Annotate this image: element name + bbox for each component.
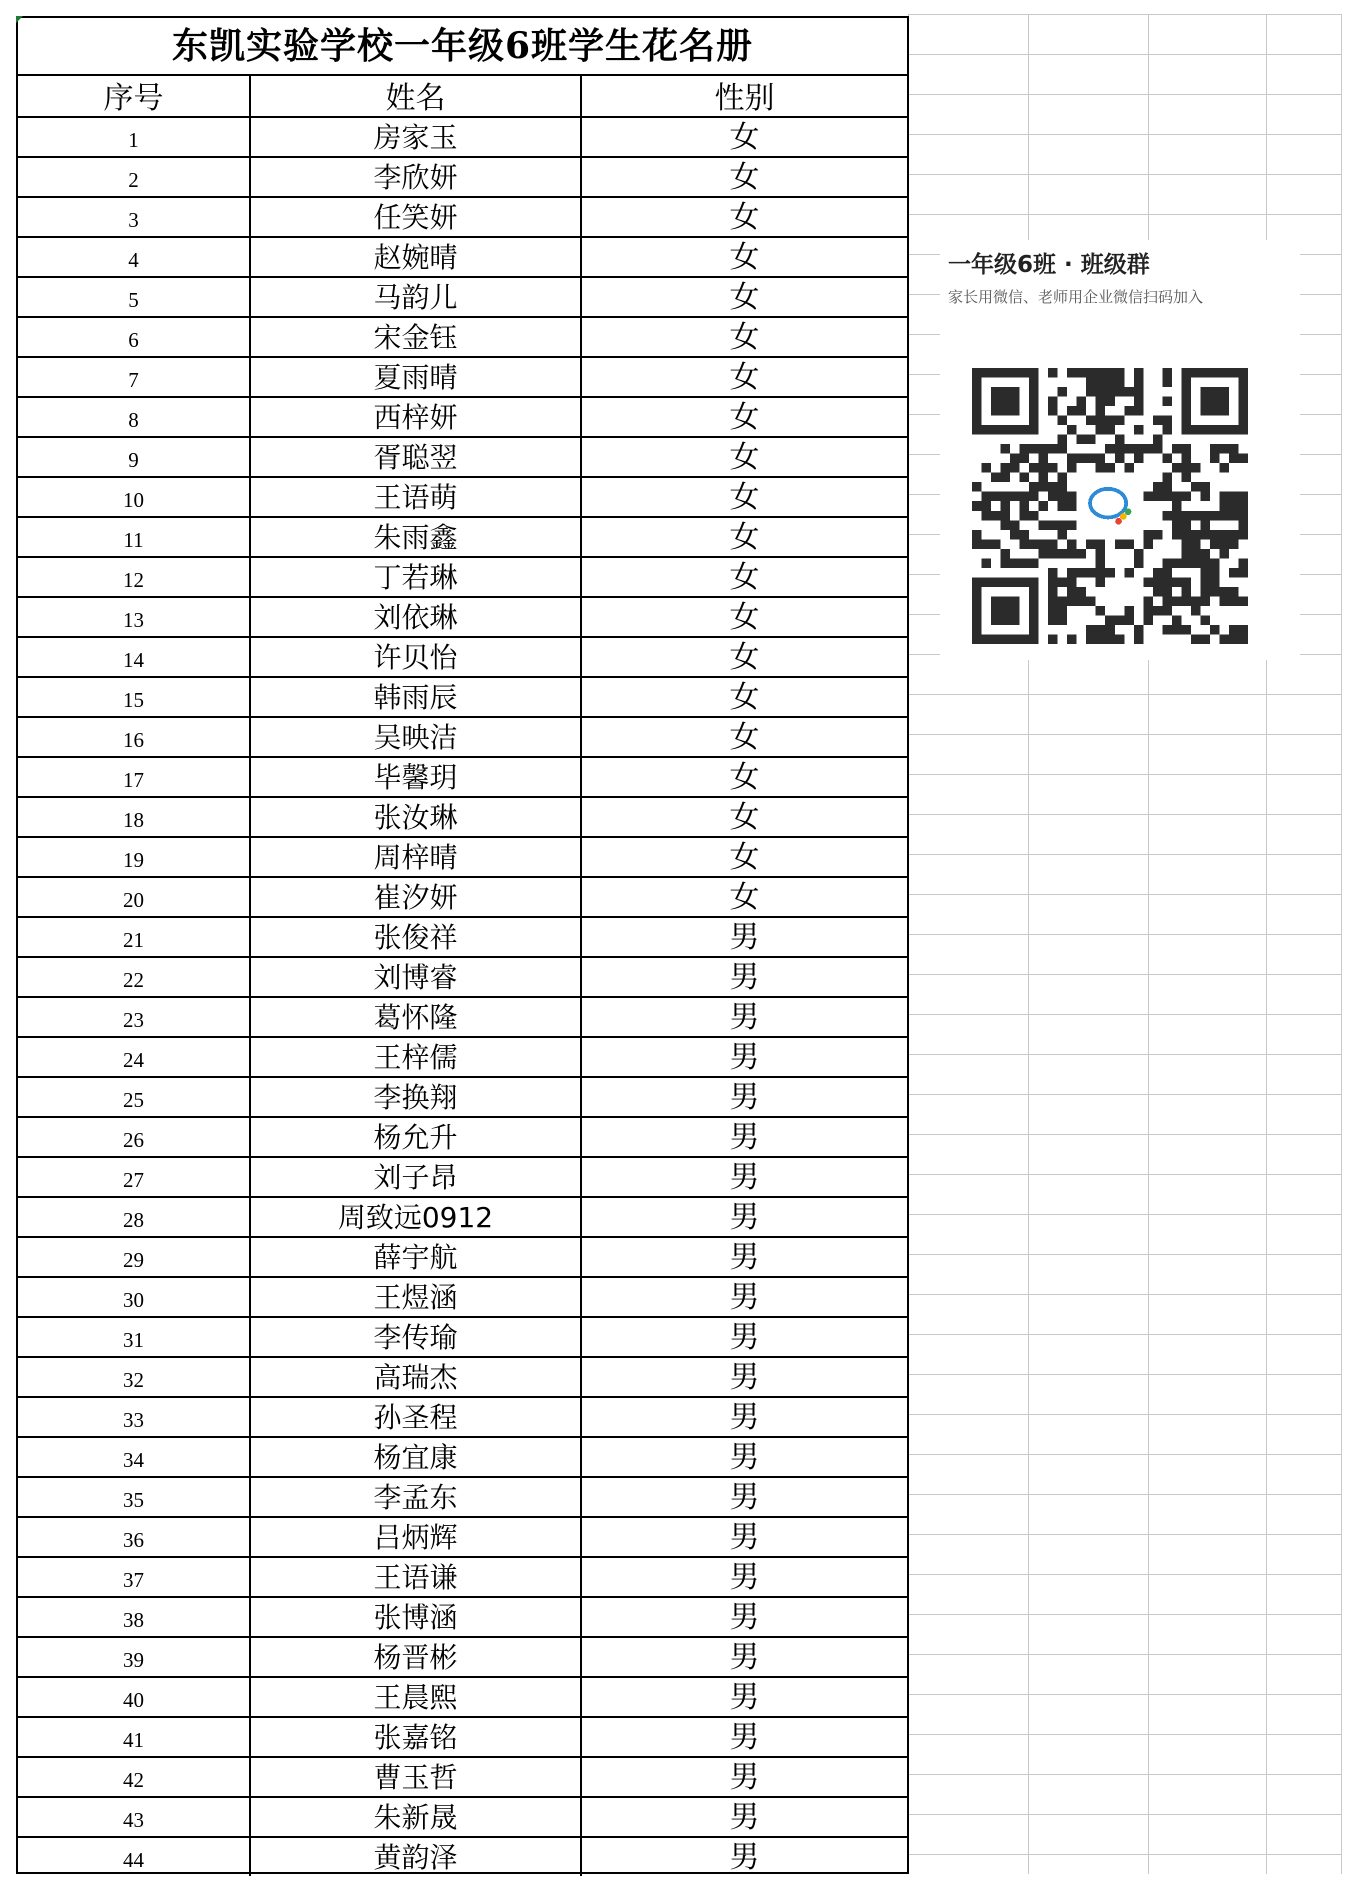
row-index: 11 xyxy=(18,518,251,556)
row-name: 韩雨辰 xyxy=(251,678,582,716)
table-row xyxy=(18,518,907,558)
row-name: 宋金钰 xyxy=(251,318,582,356)
roster-table xyxy=(16,16,909,1874)
row-index: 42 xyxy=(18,1758,251,1796)
row-index: 14 xyxy=(18,638,251,676)
row-gender: 女 xyxy=(729,120,760,155)
qr-finder-pattern xyxy=(972,577,1039,644)
row-name: 毕馨玥 xyxy=(251,758,582,796)
row-gender: 男 xyxy=(729,1760,760,1795)
table-row xyxy=(18,1038,907,1078)
grid-line xyxy=(908,1014,1342,1015)
row-name: 张汝琳 xyxy=(251,798,582,836)
row-name: 刘博睿 xyxy=(251,958,582,996)
row-gender: 女 xyxy=(729,160,760,195)
row-name: 吴映洁 xyxy=(251,718,582,756)
row-gender: 男 xyxy=(729,1040,760,1075)
grid-line xyxy=(908,854,1342,855)
table-row xyxy=(18,1158,907,1198)
row-name: 胥聪翌 xyxy=(251,438,582,476)
grid-line xyxy=(908,1614,1342,1615)
row-index: 27 xyxy=(18,1158,251,1196)
grid-line xyxy=(908,1454,1342,1455)
table-row xyxy=(18,1598,907,1638)
table-row xyxy=(18,1798,907,1838)
table-row xyxy=(18,1278,907,1318)
table-row xyxy=(18,638,907,678)
table-row xyxy=(18,1078,907,1118)
table-row xyxy=(18,1438,907,1478)
row-index: 24 xyxy=(18,1038,251,1076)
grid-line xyxy=(908,734,1342,735)
row-name: 李换翔 xyxy=(251,1078,582,1116)
qr-code-icon[interactable] xyxy=(972,368,1248,644)
row-index: 15 xyxy=(18,678,251,716)
table-row xyxy=(18,1518,907,1558)
row-name: 杨允升 xyxy=(251,1118,582,1156)
row-name: 房家玉 xyxy=(251,118,582,156)
row-gender: 女 xyxy=(729,840,760,875)
row-index: 4 xyxy=(18,238,251,276)
roster-title: 东凯实验学校一年级6班学生花名册 xyxy=(18,18,907,76)
row-gender: 男 xyxy=(729,1400,760,1435)
row-name: 孙圣程 xyxy=(251,1398,582,1436)
row-name: 杨宜康 xyxy=(251,1438,582,1476)
row-name: 朱新晟 xyxy=(251,1798,582,1836)
row-name: 王语萌 xyxy=(251,478,582,516)
row-name: 夏雨晴 xyxy=(251,358,582,396)
table-row xyxy=(18,318,907,358)
row-gender: 男 xyxy=(729,1120,760,1155)
table-row xyxy=(18,798,907,838)
row-name: 赵婉晴 xyxy=(251,238,582,276)
row-gender: 女 xyxy=(729,320,760,355)
row-index: 20 xyxy=(18,878,251,916)
table-row xyxy=(18,198,907,238)
grid-line xyxy=(908,1214,1342,1215)
header-gender: 性别 xyxy=(714,81,775,116)
row-gender: 女 xyxy=(729,360,760,395)
row-index: 8 xyxy=(18,398,251,436)
row-name: 张嘉铭 xyxy=(251,1718,582,1756)
table-row xyxy=(18,1238,907,1278)
grid-line xyxy=(908,1774,1342,1775)
row-name: 刘子昂 xyxy=(251,1158,582,1196)
row-index: 40 xyxy=(18,1678,251,1716)
grid-line xyxy=(908,1054,1342,1055)
row-index: 41 xyxy=(18,1718,251,1756)
row-name: 朱雨鑫 xyxy=(251,518,582,556)
row-name: 任笑妍 xyxy=(251,198,582,236)
cell-corner-mark xyxy=(16,16,23,23)
row-index: 33 xyxy=(18,1398,251,1436)
row-name: 吕炳辉 xyxy=(251,1518,582,1556)
row-gender: 男 xyxy=(729,1320,760,1355)
table-row xyxy=(18,118,907,158)
row-index: 34 xyxy=(18,1438,251,1476)
row-index: 29 xyxy=(18,1238,251,1276)
table-row xyxy=(18,678,907,718)
wecom-logo-icon xyxy=(1082,478,1137,533)
row-index: 23 xyxy=(18,998,251,1036)
row-index: 16 xyxy=(18,718,251,756)
row-index: 7 xyxy=(18,358,251,396)
row-name: 王煜涵 xyxy=(251,1278,582,1316)
grid-line xyxy=(908,774,1342,775)
grid-line xyxy=(908,974,1342,975)
row-gender: 女 xyxy=(729,880,760,915)
row-gender: 男 xyxy=(729,1200,760,1235)
row-name: 崔汐妍 xyxy=(251,878,582,916)
row-gender: 女 xyxy=(729,200,760,235)
row-name: 李传瑜 xyxy=(251,1318,582,1356)
row-name: 刘依琳 xyxy=(251,598,582,636)
table-row xyxy=(18,358,907,398)
row-index: 13 xyxy=(18,598,251,636)
grid-line xyxy=(1341,14,1342,1874)
table-row xyxy=(18,1198,907,1238)
grid-line xyxy=(908,934,1342,935)
grid-line xyxy=(908,694,1342,695)
table-row xyxy=(18,878,907,918)
row-gender: 女 xyxy=(729,800,760,835)
table-row xyxy=(18,918,907,958)
table-row xyxy=(18,158,907,198)
row-name: 李欣妍 xyxy=(251,158,582,196)
table-row xyxy=(18,958,907,998)
row-gender: 女 xyxy=(729,600,760,635)
header-row xyxy=(18,76,907,118)
row-gender: 女 xyxy=(729,400,760,435)
row-name: 王晨熙 xyxy=(251,1678,582,1716)
grid-line xyxy=(908,1534,1342,1535)
row-index: 44 xyxy=(18,1838,251,1876)
row-name: 许贝怡 xyxy=(251,638,582,676)
table-row xyxy=(18,1758,907,1798)
row-gender: 男 xyxy=(729,1520,760,1555)
row-name: 王语谦 xyxy=(251,1558,582,1596)
row-gender: 男 xyxy=(729,1440,760,1475)
row-index: 28 xyxy=(18,1198,251,1236)
row-gender: 男 xyxy=(729,1360,760,1395)
row-gender: 男 xyxy=(729,1240,760,1275)
row-gender: 女 xyxy=(729,440,760,475)
table-row xyxy=(18,438,907,478)
grid-line xyxy=(908,54,1342,55)
row-index: 43 xyxy=(18,1798,251,1836)
row-index: 18 xyxy=(18,798,251,836)
row-name: 周致远0912 xyxy=(251,1198,582,1236)
table-row xyxy=(18,1358,907,1398)
grid-line xyxy=(908,1334,1342,1335)
grid-line xyxy=(908,1294,1342,1295)
roster-rows xyxy=(18,118,907,1876)
row-name: 杨晋彬 xyxy=(251,1638,582,1676)
row-name: 葛怀隆 xyxy=(251,998,582,1036)
row-index: 26 xyxy=(18,1118,251,1156)
row-index: 36 xyxy=(18,1518,251,1556)
qr-finder-pattern xyxy=(972,368,1039,435)
table-row xyxy=(18,238,907,278)
row-index: 6 xyxy=(18,318,251,356)
table-row xyxy=(18,598,907,638)
table-row xyxy=(18,1678,907,1718)
row-gender: 男 xyxy=(729,1560,760,1595)
row-gender: 女 xyxy=(729,760,760,795)
row-gender: 男 xyxy=(729,1000,760,1035)
row-index: 10 xyxy=(18,478,251,516)
row-index: 12 xyxy=(18,558,251,596)
row-index: 35 xyxy=(18,1478,251,1516)
row-index: 25 xyxy=(18,1078,251,1116)
grid-line xyxy=(908,1134,1342,1135)
row-gender: 女 xyxy=(729,680,760,715)
grid-line xyxy=(908,814,1342,815)
row-name: 高瑞杰 xyxy=(251,1358,582,1396)
row-gender: 男 xyxy=(729,1800,760,1835)
row-gender: 男 xyxy=(729,960,760,995)
table-row xyxy=(18,278,907,318)
grid-line xyxy=(908,1734,1342,1735)
table-row xyxy=(18,1118,907,1158)
row-gender: 男 xyxy=(729,1600,760,1635)
table-row xyxy=(18,758,907,798)
row-name: 周梓晴 xyxy=(251,838,582,876)
grid-line xyxy=(908,14,1342,15)
row-gender: 女 xyxy=(729,240,760,275)
grid-line xyxy=(908,1174,1342,1175)
qr-alignment-pattern xyxy=(1162,558,1210,606)
row-index: 21 xyxy=(18,918,251,956)
row-index: 3 xyxy=(18,198,251,236)
row-index: 5 xyxy=(18,278,251,316)
row-index: 22 xyxy=(18,958,251,996)
row-name: 曹玉哲 xyxy=(251,1758,582,1796)
row-gender: 男 xyxy=(729,1080,760,1115)
qr-title: 一年级6班 · 班级群 xyxy=(948,252,1150,278)
row-index: 30 xyxy=(18,1278,251,1316)
table-row xyxy=(18,1638,907,1678)
row-index: 2 xyxy=(18,158,251,196)
header-name: 姓名 xyxy=(251,76,582,116)
row-name: 张博涵 xyxy=(251,1598,582,1636)
row-gender: 男 xyxy=(729,1160,760,1195)
row-name: 西梓妍 xyxy=(251,398,582,436)
row-name: 王梓儒 xyxy=(251,1038,582,1076)
row-name: 黄韵泽 xyxy=(251,1838,582,1876)
row-gender: 男 xyxy=(729,1840,760,1875)
row-name: 马韵儿 xyxy=(251,278,582,316)
grid-line xyxy=(908,1854,1342,1855)
qr-subtitle: 家长用微信、老师用企业微信扫码加入 xyxy=(948,288,1204,306)
grid-line xyxy=(908,1414,1342,1415)
row-gender: 女 xyxy=(729,280,760,315)
row-gender: 女 xyxy=(729,720,760,755)
row-gender: 女 xyxy=(729,640,760,675)
row-index: 37 xyxy=(18,1558,251,1596)
row-gender: 女 xyxy=(729,520,760,555)
row-gender: 男 xyxy=(729,1640,760,1675)
grid-line xyxy=(908,1694,1342,1695)
table-row xyxy=(18,1478,907,1518)
grid-line xyxy=(908,1094,1342,1095)
grid-line xyxy=(908,1254,1342,1255)
row-index: 19 xyxy=(18,838,251,876)
row-gender: 男 xyxy=(729,920,760,955)
header-index: 序号 xyxy=(18,76,251,116)
grid-line xyxy=(908,1654,1342,1655)
table-row xyxy=(18,1318,907,1358)
row-name: 李孟东 xyxy=(251,1478,582,1516)
table-row xyxy=(18,1398,907,1438)
row-index: 32 xyxy=(18,1358,251,1396)
qr-finder-pattern xyxy=(1181,368,1248,435)
table-row xyxy=(18,478,907,518)
table-row xyxy=(18,398,907,438)
grid-line xyxy=(908,894,1342,895)
row-name: 张俊祥 xyxy=(251,918,582,956)
grid-line xyxy=(908,94,1342,95)
table-row xyxy=(18,1838,907,1876)
row-name: 丁若琳 xyxy=(251,558,582,596)
table-row xyxy=(18,838,907,878)
row-gender: 男 xyxy=(729,1280,760,1315)
row-index: 1 xyxy=(18,118,251,156)
grid-line xyxy=(908,134,1342,135)
grid-line xyxy=(908,1494,1342,1495)
row-gender: 女 xyxy=(729,480,760,515)
row-gender: 女 xyxy=(729,560,760,595)
table-row xyxy=(18,998,907,1038)
row-index: 17 xyxy=(18,758,251,796)
row-index: 39 xyxy=(18,1638,251,1676)
grid-line xyxy=(908,174,1342,175)
row-gender: 男 xyxy=(729,1680,760,1715)
table-row xyxy=(18,1718,907,1758)
grid-line xyxy=(908,1374,1342,1375)
table-row xyxy=(18,1558,907,1598)
table-row xyxy=(18,558,907,598)
qr-card xyxy=(940,240,1300,660)
grid-line xyxy=(908,1814,1342,1815)
grid-line xyxy=(908,1574,1342,1575)
row-gender: 男 xyxy=(729,1720,760,1755)
row-index: 9 xyxy=(18,438,251,476)
row-name: 薛宇航 xyxy=(251,1238,582,1276)
row-index: 31 xyxy=(18,1318,251,1356)
table-row xyxy=(18,718,907,758)
row-gender: 男 xyxy=(729,1480,760,1515)
row-index: 38 xyxy=(18,1598,251,1636)
grid-line xyxy=(908,214,1342,215)
